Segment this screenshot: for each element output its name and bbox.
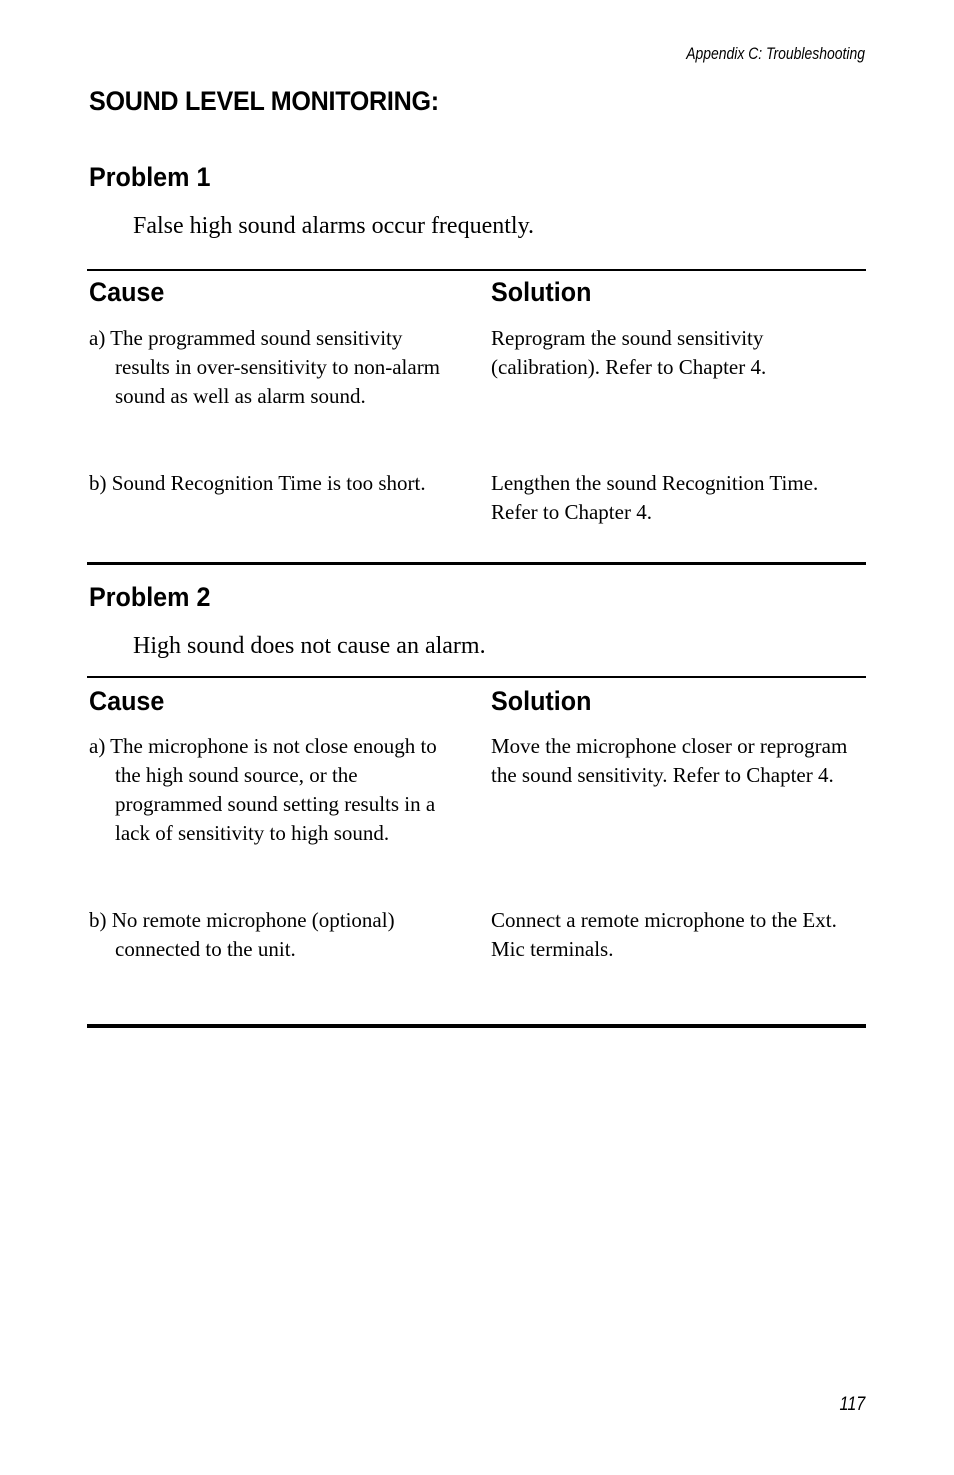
table-1-solution-header: Solution xyxy=(491,277,592,307)
table-1-top-rule xyxy=(87,269,866,271)
problem-2-description: High sound does not cause an alarm. xyxy=(133,633,486,659)
table-2-row-1-cause: a) The microphone is not close enough to the high sound source, or the programmed sound setting results in a lack of sensitivity to high sound. xyxy=(89,734,437,845)
page-number: 117 xyxy=(839,1394,865,1415)
table-2-top-rule xyxy=(87,676,866,678)
running-head: Appendix C: Troubleshooting xyxy=(686,44,865,63)
table-1-bottom-rule xyxy=(87,562,866,565)
table-1-row-2-solution: Lengthen the sound Recognition Time. Refer to Chapter 4. xyxy=(491,471,819,524)
table-2-solution-header: Solution xyxy=(491,686,592,716)
table-2-row-2-solution: Connect a remote microphone to the Ext. Mic terminals. xyxy=(491,908,837,961)
section-title: SOUND LEVEL MONITORING: xyxy=(89,86,439,116)
table-1-row-1-cause: a) The programmed sound sensitivity results in over-sensitivity to non-alarm sound as well as alarm sound. xyxy=(89,326,441,408)
table-2-row-2-cause: b) No remote microphone (optional) connected to the unit. xyxy=(89,908,395,961)
table-1-cause-header: Cause xyxy=(89,277,165,307)
problem-1-heading: Problem 1 xyxy=(89,162,211,192)
table-1-row-1-solution: Reprogram the sound sensitivity (calibration). Refer to Chapter 4. xyxy=(491,326,767,379)
problem-1-description: False high sound alarms occur frequently. xyxy=(133,213,535,239)
table-2-bottom-rule xyxy=(87,1024,866,1028)
table-2-cause-header: Cause xyxy=(89,686,165,716)
table-2-row-1-solution: Move the microphone closer or reprogram the sound sensitivity. Refer to Chapter 4. xyxy=(491,734,848,787)
problem-2-heading: Problem 2 xyxy=(89,582,211,612)
table-1-row-2-cause: b) Sound Recognition Time is too short. xyxy=(89,471,426,495)
